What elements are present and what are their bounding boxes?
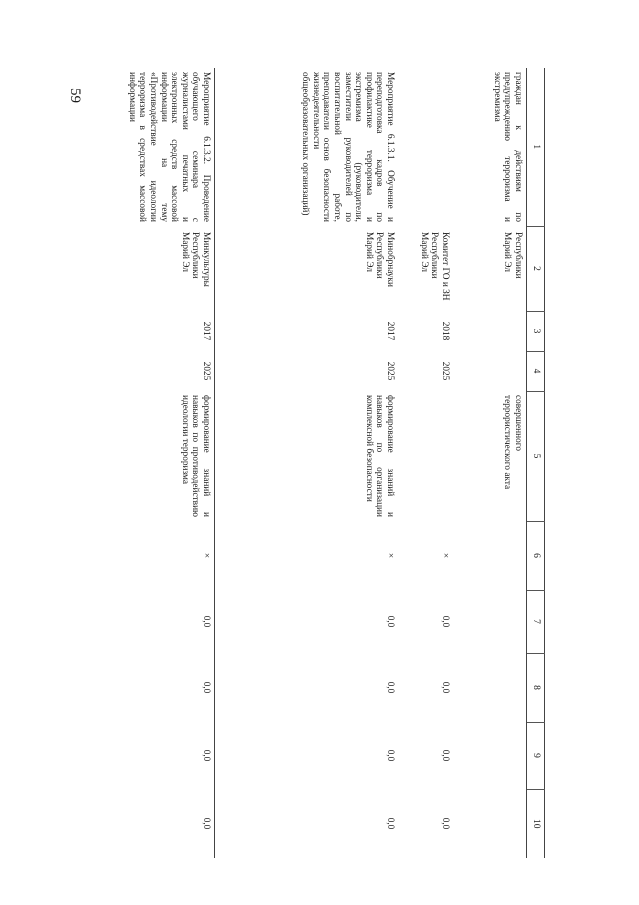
event-name-cell: граждан к действиям по предупреждению терроризма и экстремизма (491, 72, 523, 222)
value-cell: 0,0 (440, 817, 450, 830)
rotated-table-container (126, 68, 545, 858)
table-row (398, 68, 453, 858)
column-header: 7 (527, 590, 545, 653)
end-year-cell: 2025 (215, 351, 399, 391)
page-number: 59 (67, 88, 83, 103)
table-row (215, 68, 399, 858)
result-cell (398, 391, 453, 521)
start-year-cell (453, 311, 527, 351)
indicator-cell (453, 521, 527, 590)
value-cell: 0,0 (215, 653, 399, 722)
column-header: 1 (527, 68, 545, 226)
result-cell: формирование знаний и навыков по противодействию идеологии терроризма (179, 395, 211, 517)
event-name-cell: Мероприятие 6.1.3.1. Обучение и переподготовка кадров по профилактике терроризма и экстремизма (руководители, заместители руководителей по воспитательной работе, преподаватели основ безопасности жизнедеятельности общеобразовательных организаций) (215, 68, 399, 226)
indicator-cell: × (440, 552, 450, 559)
result-cell: совершенного террористического акта (502, 395, 523, 490)
value-cell: 0,0 (440, 681, 450, 694)
start-year-cell: 2018 (440, 321, 450, 341)
program-table (109, 68, 545, 858)
value-cell (453, 590, 527, 653)
column-header: 2 (527, 226, 545, 311)
value-cell: 0,0 (201, 749, 211, 762)
start-year-cell: 2017 (215, 311, 399, 351)
value-cell: 0,0 (215, 722, 399, 789)
column-header: 3 (527, 311, 545, 351)
value-cell: 0,0 (201, 615, 211, 628)
executor-cell: Комитет ГО и ЗН Республики Марий Эл (418, 232, 450, 301)
column-header: 4 (527, 351, 545, 391)
end-year-cell (453, 351, 527, 391)
header-row (527, 68, 545, 858)
event-name-cell: Мероприятие 6.1.3.2. Проведение обучающего семинара с журналистами печатных и электронных средств массовой информации на тему «Противодействие идеологии терроризма в средствах массовой информации (126, 72, 211, 222)
value-cell: 0,0 (215, 590, 399, 653)
value-cell (453, 722, 527, 789)
start-year-cell: 2017 (201, 321, 211, 341)
executor-cell: Минобрнауки Республики Марий Эл (215, 226, 399, 311)
value-cell: 0,0 (201, 817, 211, 830)
column-header: 9 (527, 722, 545, 789)
column-header: 10 (527, 789, 545, 858)
result-cell: формирование знаний и навыков по организации комплексной безопасности (215, 391, 399, 521)
indicator-cell: × (201, 552, 211, 559)
value-cell (453, 789, 527, 858)
table-row (109, 68, 215, 858)
table-row (453, 68, 527, 858)
indicator-cell: × (215, 521, 399, 590)
value-cell: 0,0 (201, 681, 211, 694)
executor-cell: Республики Марий Эл (502, 232, 523, 279)
value-cell (453, 653, 527, 722)
end-year-cell: 2025 (440, 361, 450, 381)
event-name-cell (398, 68, 453, 226)
value-cell: 0,0 (440, 749, 450, 762)
column-header: 6 (527, 521, 545, 590)
value-cell: 0,0 (215, 789, 399, 858)
end-year-cell: 2025 (201, 361, 211, 381)
value-cell: 0,0 (440, 615, 450, 628)
column-header: 5 (527, 391, 545, 521)
column-header: 8 (527, 653, 545, 722)
executor-cell: Минкультуры Республики Марий Эл (179, 232, 211, 287)
